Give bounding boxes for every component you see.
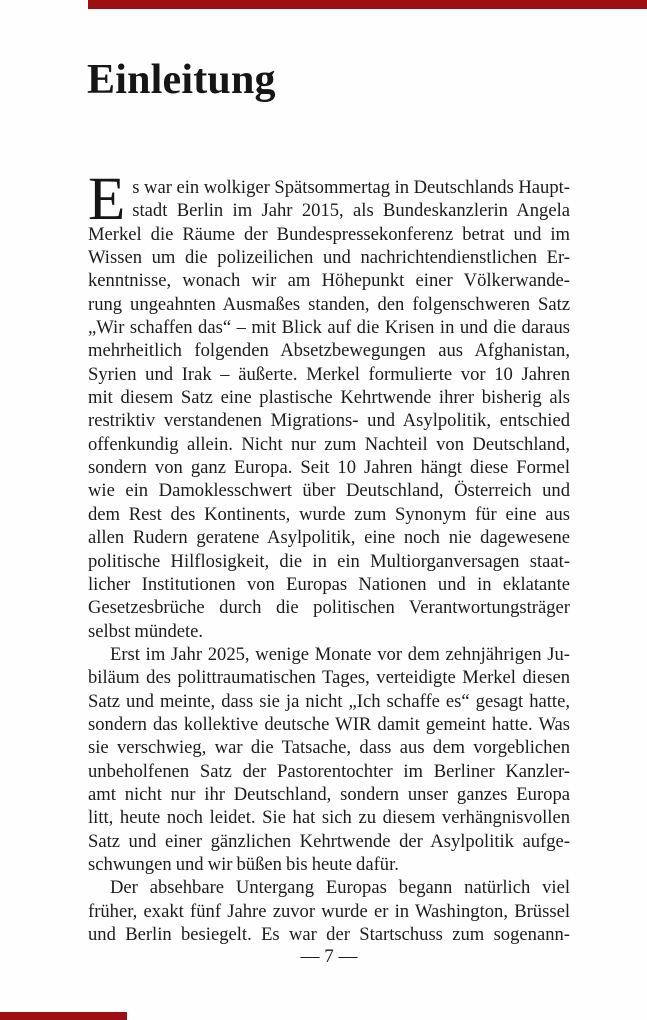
text-line: sondern von ganz Europa. Seit 10 Jahren hängt diese Formel (88, 457, 570, 479)
page-number: — 7 — (300, 946, 358, 967)
chapter-heading: Einleitung (87, 57, 276, 103)
text-line: Satz und einer gänzlichen Kehrtwende der Asylpolitik aufge- (88, 830, 570, 852)
text-line: und Berlin besiegelt. Es war der Startschuss zum sogenann- (88, 924, 570, 945)
text-line: mit diesem Satz eine plastische Kehrtwende ihrer bisherig als (88, 387, 570, 409)
text-line: Merkel die Räume der Bundespressekonferenz betrat und im (88, 223, 570, 245)
text-line: s war ein wolkiger Spätsommertag in Deutschlands Haupt- (132, 177, 570, 198)
paragraph (88, 166, 570, 643)
text-line: mehrheitlich folgenden Absetzbewegungen aus Afghanistan, (88, 340, 570, 362)
text-line: Der absehbare Untergang Europas begann natürlich viel (110, 877, 570, 899)
text-line: offenkundig allein. Nicht nur zum Nachteil von Deutschland, (88, 433, 570, 455)
body-text (88, 166, 570, 946)
text-line: Gesetzesbrüche durch die politischen Verantwortungsträger (88, 597, 570, 619)
text-line: stadt Berlin im Jahr 2015, als Bundeskanzlerin Angela (132, 200, 570, 222)
text-line: Syrien und Irak – äußerte. Merkel formulierte vor 10 Jahren (88, 363, 570, 385)
text-line: unbeholfenen Satz der Pastorentochter im Berliner Kanzler- (88, 760, 570, 782)
paragraph (88, 643, 570, 876)
text-line: Satz und meinte, dass sie ja nicht „Ich schaffe es“ gesagt hatte, (88, 690, 570, 712)
text-line: „Wir schaffen das“ – mit Blick auf die Krisen in und die daraus (88, 317, 570, 339)
text-line: Wissen um die polizeilichen und nachrichtendienstlichen Er- (88, 247, 570, 269)
text-line: sie verschwieg, war die Tatsache, dass aus dem vorgeblichen (88, 737, 570, 759)
top-edge-red-bar (88, 0, 647, 9)
text-line: dem Rest des Kontinents, wurde zum Synonym für eine aus (88, 503, 570, 525)
text-line: restriktiv verstandenen Migrations- und Asylpolitik, entschied (88, 410, 570, 432)
text-line: amt nicht nur ihr Deutschland, sondern unser ganzes Europa (88, 783, 570, 805)
text-line: politische Hilflosigkeit, die in ein Multiorganversagen staat- (88, 550, 570, 572)
text-line: selbst mündete. (88, 620, 204, 642)
text-line: litt, heute noch leidet. Sie hat sich zu diesem verhängnisvollen (88, 807, 570, 829)
paragraph (88, 876, 570, 946)
text-line: licher Institutionen von Europas Nationen und in eklatante (88, 573, 570, 595)
text-line: sondern das kollektive deutsche WIR damit gemeint hatte. Was (88, 713, 570, 735)
text-line: früher, exakt fünf Jahre zuvor wurde er in Washington, Brüssel (88, 900, 570, 922)
text-line: allen Rudern geratene Asylpolitik, eine noch nie dagewesene (88, 527, 570, 549)
text-line: rung ungeahnten Ausmaßes standen, den folgenschweren Satz (88, 293, 570, 315)
text-line: biläum des polittraumatischen Tages, verteidigte Merkel diesen (88, 667, 570, 689)
text-line: schwungen und wir büßen bis heute dafür. (88, 853, 399, 875)
bottom-edge-red-bar (0, 1012, 127, 1020)
text-line: wie ein Damoklesschwert über Deutschland, Österreich und (88, 480, 570, 502)
text-line: Erst im Jahr 2025, wenige Monate vor dem zehnjährigen Ju- (110, 643, 570, 665)
drop-cap: E (88, 166, 126, 233)
text-line: kenntnisse, wonach wir am Höhepunkt einer Völkerwande- (88, 270, 570, 292)
